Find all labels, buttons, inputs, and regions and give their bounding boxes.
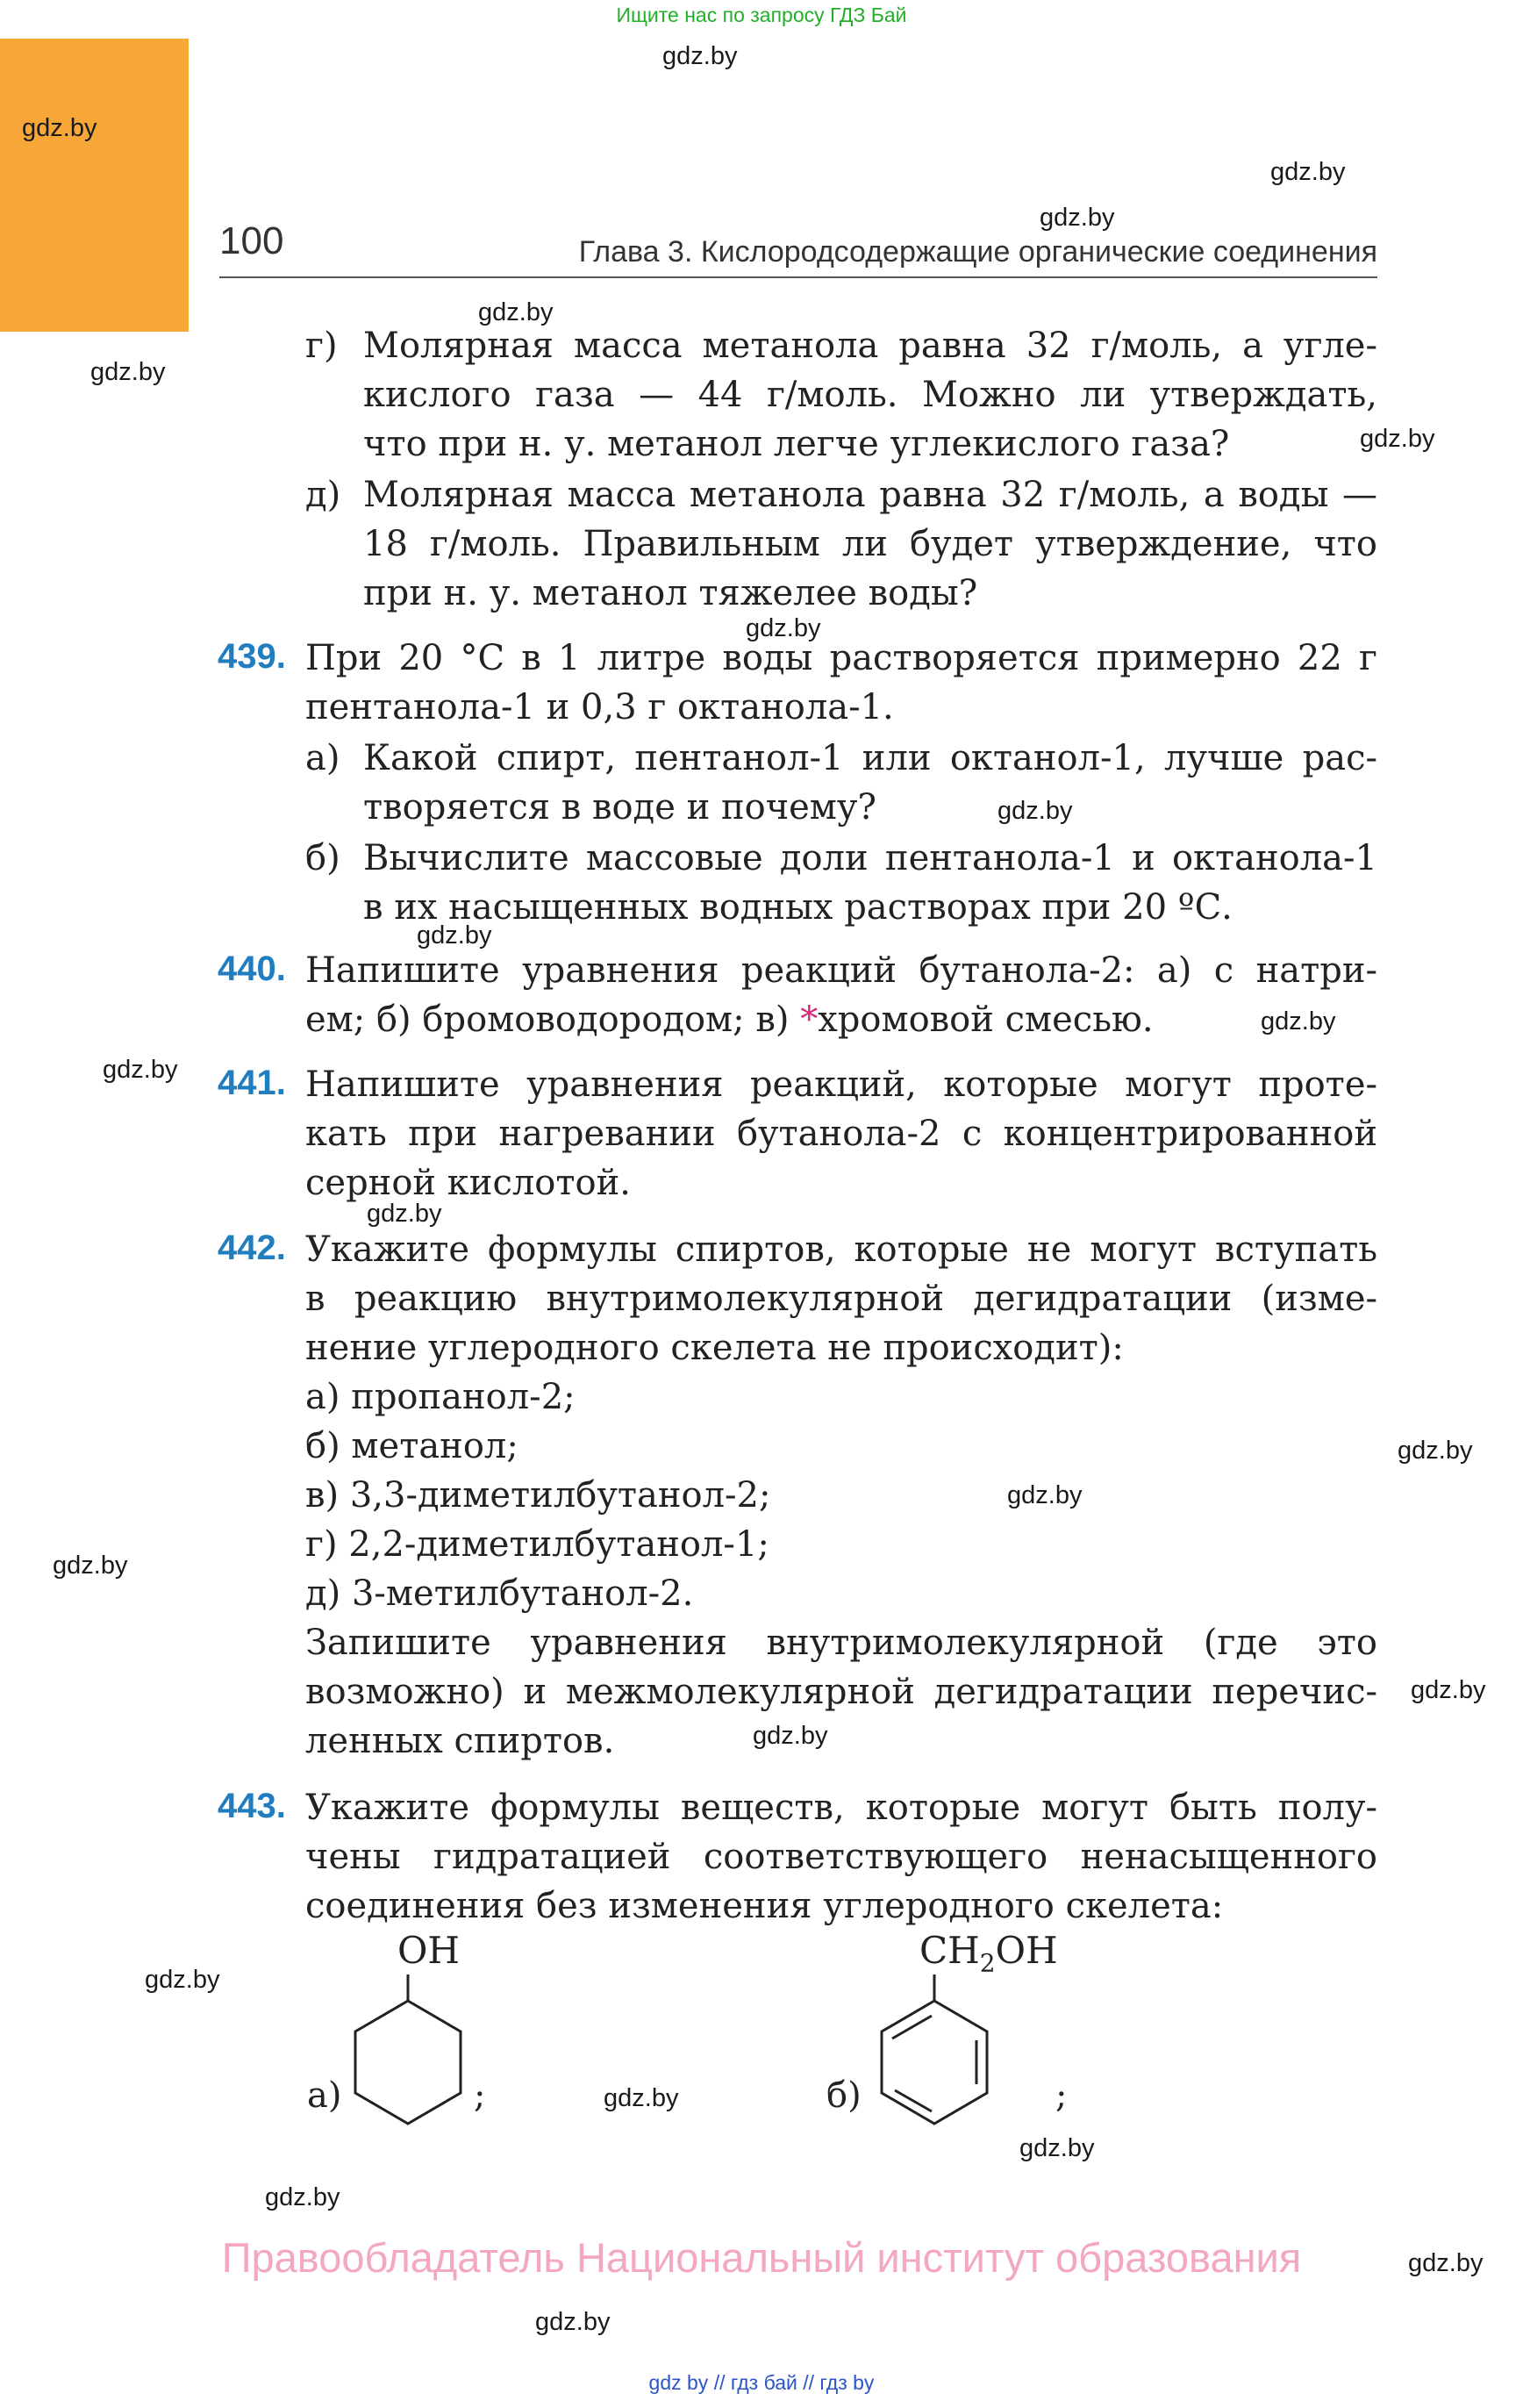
ex442-option: б) метанол;: [305, 1426, 518, 1466]
ex443-line-1: Укажите формулы веществ, которые могут быть полу-: [305, 1788, 1377, 1828]
watermark: gdz.by: [1408, 2249, 1484, 2277]
benzene-ring: [882, 2001, 987, 2124]
ex441-line-2: кать при нагревании бутанола-2 с концентрированной: [305, 1114, 1377, 1154]
watermark: gdz.by: [103, 1056, 178, 1084]
structure-semicolon: ;: [1055, 2075, 1068, 2116]
exercise-number-442: 442.: [218, 1229, 286, 1267]
watermark: gdz.by: [997, 797, 1073, 825]
ex442-option: в) 3,3-диметилбутанол-2;: [305, 1475, 771, 1516]
watermark: gdz.by: [367, 1200, 442, 1228]
watermark: gdz.by: [1398, 1437, 1473, 1465]
ex438-g-line-3: что при н. у. метанол легче углекислого газа?: [363, 424, 1230, 464]
ex442-option: г) 2,2-диметилбутанол-1;: [305, 1524, 769, 1565]
ex439-b-line-1: б) Вычислите массовые доли пентанола-1 и октанола-1: [305, 834, 1377, 883]
exercise-number-440: 440.: [218, 950, 286, 988]
structure-semicolon: ;: [474, 2075, 486, 2116]
watermark: gdz.by: [1040, 204, 1115, 232]
advanced-task-star: *: [800, 1000, 819, 1040]
exercise-number-439: 439.: [218, 637, 286, 676]
watermark: gdz.by: [478, 298, 554, 326]
header-rule: [219, 276, 1377, 278]
ex438-g-line-1: г) Молярная масса метанола равна 32 г/моль, а угле-: [305, 321, 1377, 370]
watermark: gdz.by: [265, 2183, 340, 2211]
footer-links: gdz by // гдз бай // гдз by: [648, 2371, 875, 2394]
watermark: gdz.by: [662, 42, 738, 70]
ex442-tail-3: ленных спиртов.: [305, 1721, 615, 1761]
ex442-tail-2: возможно) и межмолекулярной дегидратации перечис-: [305, 1672, 1377, 1712]
exercise-number-443: 443.: [218, 1787, 286, 1825]
watermark: gdz.by: [1261, 1007, 1336, 1036]
watermark: gdz.by: [1360, 425, 1435, 453]
ex441-line-1: Напишите уравнения реакций, которые могут проте-: [305, 1064, 1377, 1105]
watermark: gdz.by: [604, 2084, 679, 2112]
ex439-a-line-2: творяется в воде и почему?: [363, 787, 876, 828]
ex442-tail-1: Запишите уравнения внутримолекулярной (где это: [305, 1623, 1377, 1663]
chapter-title: Глава 3. Кислородсодержащие органические соединения: [578, 235, 1377, 269]
cyclohexanol-oh-label: OH: [397, 1929, 461, 1972]
ex440-line-2: ем; б) бромоводородом; в) *хромовой смесью.: [305, 1000, 1154, 1040]
ex442-line-3: нение углеродного скелета не происходит):: [305, 1328, 1124, 1368]
watermark: gdz.by: [1007, 1481, 1083, 1509]
watermark: gdz.by: [90, 358, 166, 386]
item-mark: г): [305, 326, 338, 366]
item-mark: б): [305, 838, 340, 878]
ex441-line-3: серной кислотой.: [305, 1163, 631, 1203]
top-banner: Ищите нас по запросу ГДЗ Бай: [616, 4, 907, 26]
cyclohexane-ring-structure: [347, 1974, 487, 2159]
watermark: gdz.by: [535, 2308, 611, 2336]
watermark: gdz.by: [145, 1966, 220, 1994]
double-bond: [892, 2016, 932, 2039]
ex439-b-line-2: в их насыщенных водных растворах при 20 ºС.: [363, 887, 1233, 928]
watermark: gdz.by: [746, 614, 821, 642]
ex438-d-line-1: д) Молярная масса метанола равна 32 г/моль, а воды —: [305, 470, 1377, 520]
watermark: gdz.by: [53, 1552, 128, 1580]
copyright-notice: Правообладатель Национальный институт образования: [221, 2234, 1302, 2281]
benzyl-alcohol-formula: $CH_2OH$: [919, 1929, 1058, 1978]
watermark: gdz.by: [1019, 2134, 1095, 2162]
ex438-g-line-2: кислого газа — 44 г/моль. Можно ли утверждать,: [363, 375, 1377, 415]
structure-label-a: а): [307, 2075, 342, 2116]
ex439-line-2: пентанола-1 и 0,3 г октанола-1.: [305, 687, 894, 727]
double-bond: [895, 2090, 932, 2111]
watermark: gdz.by: [22, 114, 97, 142]
cyclohexane-ring: [355, 2001, 461, 2124]
ex438-d-line-3: при н. у. метанол тяжелее воды?: [363, 573, 978, 613]
ex442-option: а) пропанол-2;: [305, 1377, 576, 1417]
benzene-ring-structure: [873, 1974, 1013, 2159]
item-mark: а): [305, 738, 340, 778]
watermark: gdz.by: [1270, 158, 1346, 186]
page-number: 100: [219, 219, 284, 262]
watermark: gdz.by: [1411, 1676, 1486, 1704]
ex442-option: д) 3-метилбутанол-2.: [305, 1573, 694, 1614]
ex442-line-2: в реакцию внутримолекулярной дегидратации (изме-: [305, 1279, 1377, 1319]
watermark: gdz.by: [417, 921, 492, 950]
ex443-line-2: чены гидратацией соответствующего ненасыщенного: [305, 1837, 1377, 1877]
exercise-number-441: 441.: [218, 1064, 286, 1102]
ex443-line-3: соединения без изменения углеродного скелета:: [305, 1886, 1224, 1926]
ex438-d-line-2: 18 г/моль. Правильным ли будет утверждение, что: [363, 524, 1377, 564]
ex439-a-line-1: а) Какой спирт, пентанол-1 или октанол-1, лучше рас-: [305, 734, 1377, 783]
item-mark: д): [305, 475, 341, 515]
watermark: gdz.by: [753, 1722, 828, 1750]
structure-label-b: б): [826, 2075, 862, 2116]
ex439-line-1: При 20 °С в 1 литре воды растворяется примерно 22 г: [305, 638, 1377, 678]
ex442-line-1: Укажите формулы спиртов, которые не могут вступать: [305, 1229, 1377, 1270]
ex440-line-1: Напишите уравнения реакций бутанола-2: а) с натри-: [305, 950, 1377, 991]
chapter-tab-block: [0, 39, 189, 332]
